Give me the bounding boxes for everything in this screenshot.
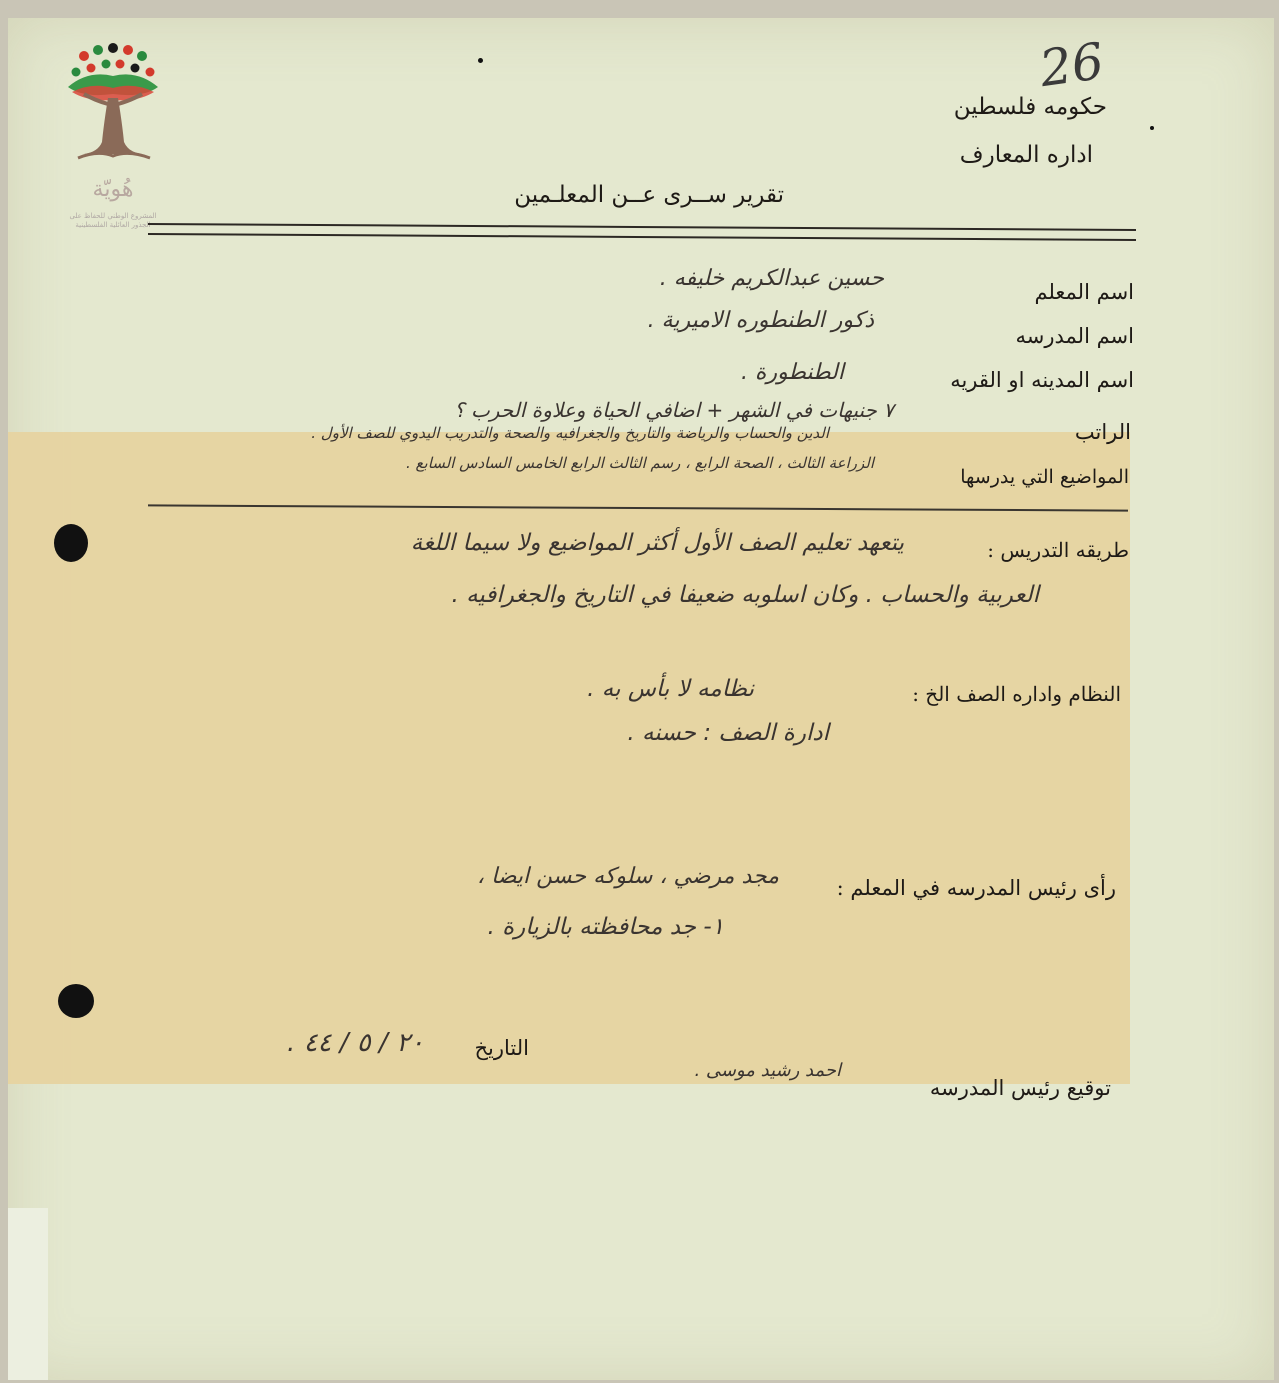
subjects-label: المواضيع التي يدرسها (960, 466, 1129, 488)
ink-speck (478, 58, 483, 63)
discipline-label: النظام واداره الصف الخ : (912, 682, 1121, 706)
teaching-method-line2: العربية والحساب . وكان اسلوبه ضعيفا في التاريخ والجغرافيه . (451, 582, 1039, 608)
logo-tagline: المشروع الوطني للحفاظ على الجذور العائلية الفلسطينية (69, 212, 157, 229)
teacher-name-label: اسم المعلم (1034, 280, 1134, 304)
salary-label: الراتب (1074, 420, 1131, 444)
subjects-value-line2: الزراعة الثالث ، الصحة الرابع ، رسم الثالث الرابع الخامس السادس السابع . (406, 454, 874, 472)
logo-name: هُويّة (92, 177, 134, 202)
paper-torn-edge (8, 1208, 48, 1380)
teaching-method-line1: يتعهد تعليم الصف الأول أكثر المواضيع ولا سيما اللغة (410, 530, 904, 556)
ink-speck-2 (1150, 126, 1154, 130)
date-label: التاريخ (474, 1036, 529, 1060)
government-heading: حكومه فلسطين (953, 94, 1107, 120)
principal-opinion-line2: ١- جد محافظته بالزيارة . (487, 914, 724, 940)
date-value: ٢٠ / ٥ / ٤٤ . (287, 1028, 424, 1058)
salary-value: ٧ جنيهات في الشهر + اضافي الحياة وعلاوة الحرب ؟ (453, 398, 894, 422)
school-name-value: ذكور الطنطوره الاميرية . (647, 308, 874, 333)
town-name-value: الطنطورة . (740, 360, 844, 385)
discipline-line2: ادارة الصف : حسنه . (627, 720, 829, 746)
hawiya-logo (58, 42, 168, 237)
subjects-value-line1: الدين والحساب والرياضة والتاريخ والجغرافيه والصحة والتدريب اليدوي للصف الأول . (311, 424, 829, 442)
signature-label: توقيع رئيس المدرسه (929, 1076, 1111, 1100)
signature-value: احمد رشيد موسى . (694, 1060, 841, 1081)
page-number: 26 (1036, 31, 1108, 99)
school-name-label: اسم المدرسه (1015, 324, 1134, 348)
tree-logo-icon (58, 42, 168, 177)
teacher-name-value: حسين عبدالكريم خليفه . (659, 266, 884, 291)
document-title: تقرير ســرى عــن المعلـمين (514, 182, 784, 208)
principal-opinion-line1: مجد مرضي ، سلوكه حسن ايضا ، (477, 864, 779, 889)
binder-hole-bottom (58, 984, 94, 1018)
town-name-label: اسم المدينه او القريه (950, 368, 1134, 392)
binder-hole-top (54, 524, 88, 562)
department-heading: اداره المعارف (959, 142, 1093, 168)
discipline-line1: نظامه لا بأس به . (587, 676, 754, 702)
teaching-method-label: طريقه التدريس : (987, 538, 1129, 562)
principal-opinion-label: رأى رئيس المدرسه في المعلم : (836, 876, 1116, 900)
